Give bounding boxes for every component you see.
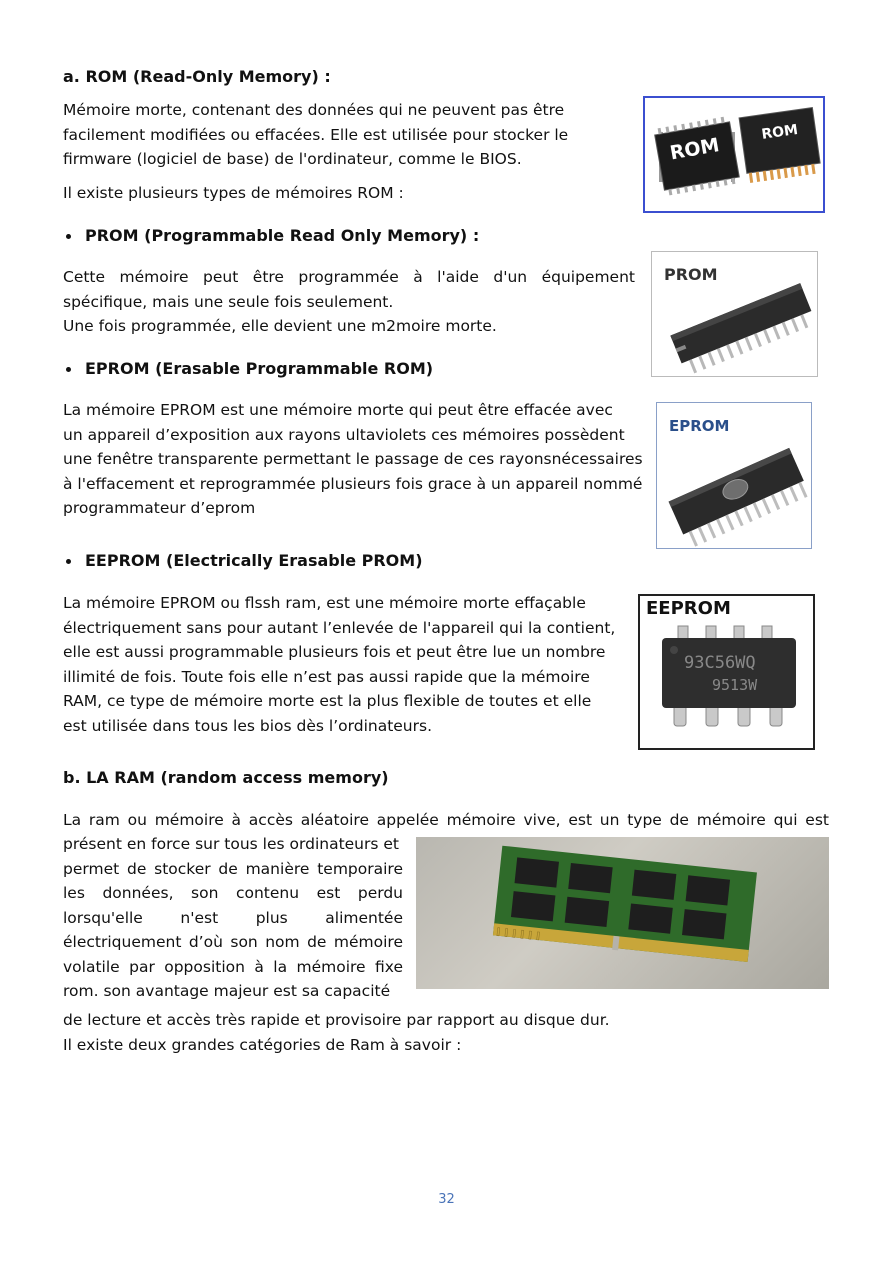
eprom-description-line: une fenêtre transparente permettant le passage de ces rayonsnécessaires (63, 450, 643, 468)
ram-categories-intro: Il existe deux grandes catégories de Ram à savoir : (63, 1035, 462, 1054)
prom-description-line: Cette mémoire peut être programmée à l'aide d'un équipement (63, 268, 635, 286)
eeprom-description-line: La mémoire EPROM ou flssh ram, est une mémoire morte effaçable (63, 594, 586, 612)
eprom-description-line: à l'effacement et reprogrammée plusieurs fois grace à un appareil nommé (63, 474, 643, 493)
rom-description-line: Mémoire morte, contenant des données qui ne peuvent pas être (63, 101, 565, 119)
eprom-heading: EPROM (Erasable Programmable ROM) (85, 359, 434, 378)
eeprom-chip-text-1: 93C56WQ (684, 653, 756, 673)
rom-chip-label-1: ROM (668, 134, 722, 165)
eprom-description-line: La mémoire EPROM est une mémoire morte qui peut être effacée avec (63, 401, 613, 419)
ram-description-line: rom. son avantage majeur est sa capacité (63, 982, 391, 1000)
eeprom-description-line: est utilisée dans tous les bios dès l’ordinateurs. (63, 716, 433, 735)
rom-types-intro: Il existe plusieurs types de mémoires ROM : (63, 184, 404, 202)
eeprom-description (63, 591, 621, 738)
prom-heading: PROM (Programmable Read Only Memory) : (85, 226, 480, 245)
prom-chip-image (651, 251, 818, 377)
prom-description-line: spécifique, mais une seule fois seulement. (63, 292, 394, 311)
ram-description-line: électriquement d’où son nom de mémoire (63, 933, 403, 951)
eprom-chip-illustration (657, 403, 811, 548)
eeprom-chip-text-2: 9513W (712, 676, 758, 694)
eeprom-heading: EEPROM (Electrically Erasable PROM) (85, 551, 423, 570)
bullet-icon (66, 559, 71, 564)
prom-description-line: Une fois programmée, elle devient une m2moire morte. (63, 317, 497, 335)
ram-description-line: de lecture et accès très rapide et provisoire par rapport au disque dur. (63, 1011, 610, 1029)
section-b-heading: b. LA RAM (random access memory) (63, 768, 389, 787)
ram-module-image (416, 837, 829, 989)
ram-description-line: lorsqu'elle n'est plus alimentée (63, 908, 403, 927)
rom-description (63, 98, 623, 172)
eprom-description-line: programmateur d’eprom (63, 499, 256, 517)
ram-description-line: permet de stocker de manière temporaire (63, 859, 403, 878)
ram-description-tail (63, 1008, 829, 1057)
ram-description-first-line: La ram ou mémoire à accès aléatoire appelée mémoire vive, est un type de mémoire qui est (63, 811, 829, 829)
section-a-heading: a. ROM (Read-Only Memory) : (63, 67, 331, 86)
ram-module-illustration (416, 837, 829, 989)
rom-description-line: facilement modifiées ou effacées. Elle est utilisée pour stocker le (63, 125, 569, 144)
eeprom-description-line: illimité de fois. Toute fois elle n’est pas aussi rapide que la mémoire (63, 667, 590, 686)
eprom-description (63, 398, 643, 521)
prom-description (63, 265, 635, 339)
prom-chip-illustration (652, 252, 817, 376)
eprom-description-line: un appareil d’exposition aux rayons ultaviolets ces mémoires possèdent (63, 425, 625, 444)
eeprom-description-line: électriquement sans pour autant l’enlevée de l'appareil qui la contient, (63, 618, 616, 637)
eeprom-chip-image (638, 594, 815, 750)
prom-image-label: PROM (664, 265, 718, 284)
eprom-image-label: EPROM (669, 417, 730, 435)
rom-chips-image (643, 96, 825, 213)
ram-description-line: présent en force sur tous les ordinateurs et (63, 835, 399, 853)
eprom-chip-image (656, 402, 812, 549)
eeprom-chip-illustration (640, 596, 813, 748)
eeprom-image-label: EEPROM (646, 598, 731, 619)
rom-chips-illustration (645, 98, 823, 211)
ram-description-wrapped (63, 832, 403, 1004)
rom-chip-label-2: ROM (760, 121, 800, 143)
eeprom-description-line: elle est aussi programmable plusieurs fois et peut être lue un nombre (63, 643, 606, 661)
ram-description-line: les données, son contenu est perdu (63, 884, 403, 902)
page-number: 32 (438, 1192, 455, 1207)
eeprom-description-line: RAM, ce type de mémoire morte est la plus flexible de toutes et elle (63, 692, 592, 710)
bullet-icon (66, 367, 71, 372)
bullet-icon (66, 234, 71, 239)
ram-description-line: volatile par opposition à la mémoire fixe (63, 957, 403, 976)
rom-description-line: firmware (logiciel de base) de l'ordinateur, comme le BIOS. (63, 150, 522, 168)
